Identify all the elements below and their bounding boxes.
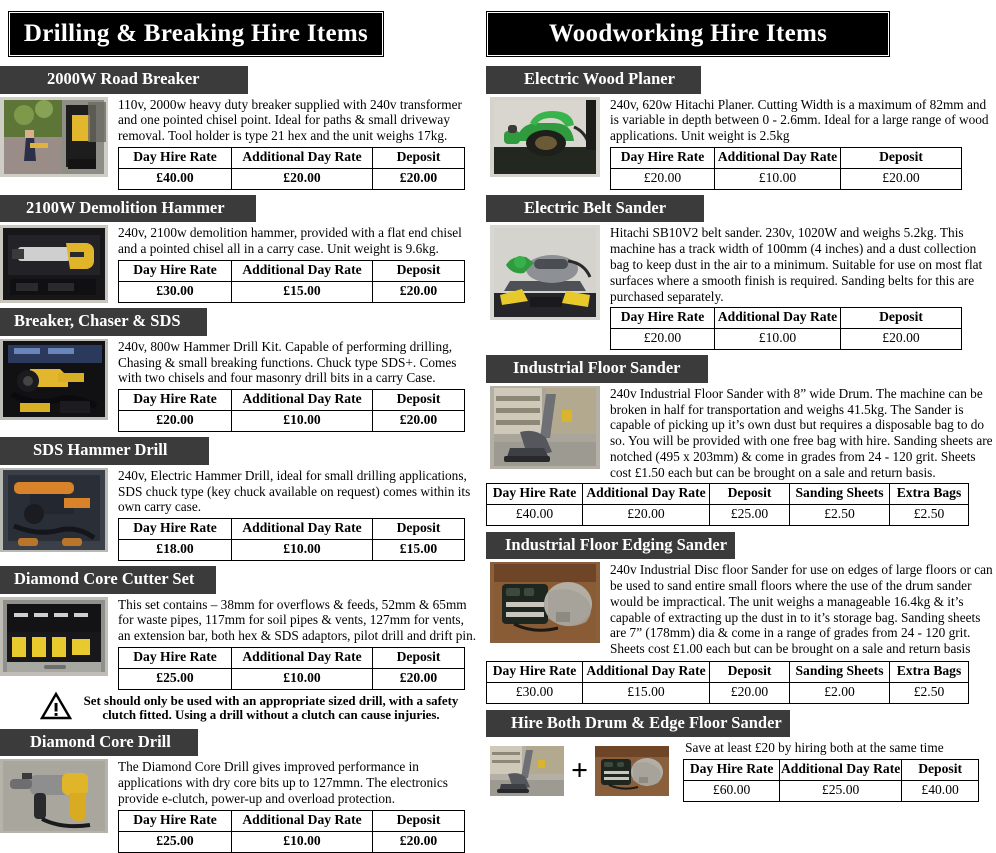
cell-additional-rate: £25.00 <box>780 781 902 802</box>
item-hire-both-sanders <box>478 710 996 802</box>
col-header: Day Hire Rate <box>119 390 232 411</box>
warning-text: Set should only be used with an appropriate sized drill, with a safety clutch fitted. Using a drill without a clutch can cause injuries. <box>83 693 459 723</box>
item-description: 240v, Electric Hammer Drill, ideal for small drilling applications, SDS chuck type (key chuck available on request) comes within its own carry case. <box>118 467 471 515</box>
cell-extra-bags: £2.50 <box>890 504 969 525</box>
item-title: Industrial Floor Sander <box>513 358 681 378</box>
table-header-row <box>119 810 465 831</box>
col-header: Sanding Sheets <box>790 483 890 504</box>
item-title: 2000W Road Breaker <box>47 69 200 88</box>
table-row <box>487 504 969 525</box>
item-sds-hammer-drill <box>0 437 478 561</box>
item-description: Hitachi SB10V2 belt sander. 230v, 1020W and weighs 5.2kg. This machine has a track width of 100mm (4 inches) and a dust collection bag to keep dust in the air to a minimum. Suitable for use on most flat surfaces where a smooth finish is required. Sanding belts for this are purchased separately. <box>610 225 983 304</box>
cell-deposit: £20.00 <box>710 682 790 703</box>
item-thumbnail <box>0 759 108 833</box>
cell-sanding-sheets: £2.00 <box>790 682 890 703</box>
table-row <box>119 411 465 432</box>
rates-table <box>610 147 962 190</box>
table-header-row <box>487 483 969 504</box>
col-header: Additional Day Rate <box>583 661 710 682</box>
col-header: Day Hire Rate <box>611 308 715 329</box>
cell-sanding-sheets: £2.50 <box>790 504 890 525</box>
table-row <box>119 540 465 561</box>
rates-table <box>486 483 969 526</box>
rates-table <box>118 389 465 432</box>
item-industrial-floor-edging-sander <box>478 532 996 704</box>
item-details <box>600 562 996 657</box>
col-header: Deposit <box>373 810 465 831</box>
col-header: Additional Day Rate <box>232 260 373 281</box>
col-header: Additional Day Rate <box>232 390 373 411</box>
col-header: Day Hire Rate <box>119 519 232 540</box>
cell-day-rate: £60.00 <box>684 781 780 802</box>
cell-day-rate: £40.00 <box>487 504 583 525</box>
item-title: Electric Wood Planer <box>524 69 675 88</box>
table-header-row <box>487 661 969 682</box>
item-details <box>108 759 478 852</box>
industrial-floor-edging-sander-photo <box>490 562 600 643</box>
item-details <box>669 740 996 802</box>
cell-day-rate: £20.00 <box>611 329 715 350</box>
rates-table <box>118 260 465 303</box>
item-electric-wood-planer <box>478 66 996 190</box>
item-description: 110v, 2000w heavy duty breaker supplied with 240v transformer and one pointed chisel point. Ideal for paths & small driveway removal. Tool holder is type 21 hex and the unit weighs 17kg. <box>118 96 462 144</box>
col-header: Sanding Sheets <box>790 661 890 682</box>
col-header: Deposit <box>902 760 979 781</box>
col-header: Additional Day Rate <box>232 810 373 831</box>
cell-deposit: £20.00 <box>373 411 465 432</box>
demolition-hammer-photo <box>0 225 108 303</box>
item-title-bar <box>486 66 701 94</box>
drum-floor-sander-photo <box>490 746 564 796</box>
col-header: Day Hire Rate <box>684 760 780 781</box>
item-description: 240v, 2100w demolition hammer, provided with a flat end chisel and a pointed chisel all in a carry case. Unit weight is 9.6kg. <box>118 225 462 257</box>
cell-additional-rate: £20.00 <box>583 504 710 525</box>
item-industrial-floor-sander <box>478 355 996 525</box>
item-thumbnail <box>0 597 108 676</box>
item-title-bar <box>0 437 209 465</box>
cell-day-rate: £25.00 <box>119 831 232 852</box>
col-header: Day Hire Rate <box>119 647 232 668</box>
col-header: Extra Bags <box>890 483 969 504</box>
item-title: Diamond Core Drill <box>30 731 171 751</box>
table-header-row <box>119 519 465 540</box>
item-thumbnail <box>0 225 108 303</box>
table-row <box>119 668 465 689</box>
cell-extra-bags: £2.50 <box>890 682 969 703</box>
diamond-core-drill-photo <box>0 759 108 833</box>
col-header: Deposit <box>841 308 962 329</box>
breaker-chaser-sds-photo <box>0 339 108 420</box>
col-header: Additional Day Rate <box>232 647 373 668</box>
cell-deposit: £20.00 <box>373 668 465 689</box>
rates-table <box>118 147 465 190</box>
cell-deposit: £20.00 <box>373 831 465 852</box>
col-header: Additional Day Rate <box>715 147 841 168</box>
item-thumbnail <box>490 562 600 643</box>
cell-additional-rate: £10.00 <box>232 668 373 689</box>
item-title: Industrial Floor Edging Sander <box>505 534 728 554</box>
cell-additional-rate: £10.00 <box>715 168 841 189</box>
rates-table <box>486 661 969 704</box>
col-header: Deposit <box>841 147 962 168</box>
save-note: Save at least £20 by hiring both at the same time <box>685 740 944 756</box>
item-title: SDS Hammer Drill <box>33 440 168 460</box>
rates-table <box>118 810 465 853</box>
col-header: Deposit <box>373 147 465 168</box>
col-header: Extra Bags <box>890 661 969 682</box>
item-description: 240v Industrial Disc floor Sander for use on edges of large floors or can be used to sand entire small floors where the use of the drum sander would be impractical. The unit weighs a manageable 16.4kg & it’s capable of extracting up the dust in to it’s storage bag. Sanding sheets are 7” (178mm) dia & come in a range of grades from 24 - 120 grit. Sheets cost £1.00 each but can be brought on a sale and return basis <box>610 562 993 657</box>
rates-table <box>683 759 979 802</box>
table-header-row <box>119 390 465 411</box>
left-column <box>0 0 478 848</box>
cell-day-rate: £20.00 <box>611 168 715 189</box>
item-title: Electric Belt Sander <box>524 197 667 217</box>
cell-additional-rate: £10.00 <box>232 540 373 561</box>
cell-day-rate: £30.00 <box>487 682 583 703</box>
cell-deposit: £20.00 <box>841 329 962 350</box>
item-thumbnail <box>490 225 600 320</box>
cell-deposit: £25.00 <box>710 504 790 525</box>
col-header: Additional Day Rate <box>583 483 710 504</box>
item-demolition-hammer <box>0 195 478 304</box>
road-breaker-photo <box>0 97 108 177</box>
col-header: Additional Day Rate <box>780 760 902 781</box>
item-title-bar <box>486 355 708 383</box>
item-title: 2100W Demolition Hammer <box>26 197 225 217</box>
warning-triangle-icon <box>40 692 72 725</box>
table-header-row <box>611 308 962 329</box>
item-electric-belt-sander <box>478 195 996 350</box>
item-title: Hire Both Drum & Edge Floor Sander <box>511 712 782 732</box>
item-details <box>108 468 478 561</box>
col-header: Day Hire Rate <box>119 810 232 831</box>
cell-deposit: £20.00 <box>373 281 465 302</box>
item-title: Breaker, Chaser & SDS <box>14 311 181 331</box>
cell-additional-rate: £20.00 <box>232 168 373 189</box>
edge-floor-sander-photo <box>595 746 669 796</box>
cell-day-rate: £30.00 <box>119 281 232 302</box>
cell-deposit: £20.00 <box>841 168 962 189</box>
table-row <box>611 168 962 189</box>
cell-additional-rate: £10.00 <box>715 329 841 350</box>
item-title-bar <box>486 710 790 738</box>
item-details <box>600 97 996 190</box>
col-header: Day Hire Rate <box>119 147 232 168</box>
col-header: Deposit <box>373 260 465 281</box>
col-header: Deposit <box>373 519 465 540</box>
safety-warning <box>0 692 478 725</box>
table-row <box>611 329 962 350</box>
sds-hammer-drill-photo <box>0 468 108 552</box>
col-header: Deposit <box>373 390 465 411</box>
cell-deposit: £15.00 <box>373 540 465 561</box>
item-title-bar <box>0 566 216 594</box>
item-thumbnail <box>0 468 108 552</box>
item-thumbnail <box>490 386 600 469</box>
rates-table <box>118 647 465 690</box>
cell-additional-rate: £10.00 <box>232 411 373 432</box>
electric-wood-planer-photo <box>490 97 600 177</box>
cell-additional-rate: £15.00 <box>583 682 710 703</box>
item-description: This set contains – 38mm for overflows & feeds, 52mm & 65mm for waste pipes, 117mm for soil pipes & vents, 127mm for vents, an extension bar, both hex & SDS adaptors, pilot drill and drift pin. <box>118 596 477 644</box>
col-header: Day Hire Rate <box>119 260 232 281</box>
section-banner-woodworking: Woodworking Hire Items <box>486 11 890 57</box>
item-diamond-core-cutter-set <box>0 566 478 725</box>
combo-thumbnails <box>490 746 669 796</box>
table-header-row <box>119 260 465 281</box>
item-title-bar <box>486 195 704 223</box>
item-road-breaker <box>0 66 478 190</box>
item-description: 240v, 620w Hitachi Planer. Cutting Width is a maximum of 82mm and is variable in depth between 0 - 2.6mm. Ideal for a large range of wood applications. Unit weight is 2.5kg <box>610 96 989 144</box>
table-header-row <box>119 647 465 668</box>
cell-deposit: £40.00 <box>902 781 979 802</box>
electric-belt-sander-photo <box>490 225 600 320</box>
col-header: Additional Day Rate <box>232 147 373 168</box>
item-details <box>600 225 996 350</box>
cell-deposit: £20.00 <box>373 168 465 189</box>
item-title-bar <box>486 532 735 560</box>
item-details <box>600 386 996 481</box>
table-row <box>119 831 465 852</box>
item-title-bar <box>0 66 248 94</box>
col-header: Deposit <box>373 647 465 668</box>
item-description: 240v, 800w Hammer Drill Kit. Capable of performing drilling, Chasing & small breaking functions. Chuck type SDS+. Comes with two chisels and four masonry drill bits in a carry Case. <box>118 338 457 386</box>
table-row <box>119 281 465 302</box>
col-header: Additional Day Rate <box>232 519 373 540</box>
cell-day-rate: £18.00 <box>119 540 232 561</box>
item-title-bar <box>0 729 198 757</box>
right-column <box>478 0 996 798</box>
item-title-bar <box>0 308 207 336</box>
rates-table <box>610 307 962 350</box>
col-header: Day Hire Rate <box>487 483 583 504</box>
industrial-floor-sander-photo <box>490 386 600 469</box>
item-title-bar <box>0 195 256 223</box>
item-title: Diamond Core Cutter Set <box>14 569 195 589</box>
col-header: Day Hire Rate <box>487 661 583 682</box>
item-details <box>108 97 478 190</box>
item-thumbnail <box>0 97 108 177</box>
item-breaker-chaser-sds <box>0 308 478 432</box>
item-description: The Diamond Core Drill gives improved performance in applications with dry core bits up to 127mmn. The electronics provide e-clutch, power-up and overload protection. <box>118 759 448 806</box>
table-row <box>119 168 465 189</box>
table-header-row <box>684 760 979 781</box>
item-thumbnail <box>0 339 108 420</box>
item-description: 240v Industrial Floor Sander with 8” wide Drum. The machine can be broken in half for transportation and weighs 41.5kg. The Sander is capable of picking up it’s own dust but requires a disposable bag to do so. You will be provided with one free bag with hire. Sanding sheets are notched (495 x 203mm) & come in grades from 24 - 120 grit. Sheets cost £1.50 each but can be brought on a sale and return basis. <box>610 385 993 480</box>
cell-additional-rate: £15.00 <box>232 281 373 302</box>
item-details <box>108 225 478 303</box>
item-diamond-core-drill <box>0 729 478 853</box>
table-row <box>487 682 969 703</box>
section-banner-drilling: Drilling & Breaking Hire Items <box>8 11 384 57</box>
table-header-row <box>611 147 962 168</box>
cell-day-rate: £40.00 <box>119 168 232 189</box>
cell-day-rate: £20.00 <box>119 411 232 432</box>
col-header: Additional Day Rate <box>715 308 841 329</box>
table-header-row <box>119 147 465 168</box>
rates-table <box>118 518 465 561</box>
table-row <box>684 781 979 802</box>
cell-additional-rate: £10.00 <box>232 831 373 852</box>
col-header: Day Hire Rate <box>611 147 715 168</box>
col-header: Deposit <box>710 661 790 682</box>
cell-day-rate: £25.00 <box>119 668 232 689</box>
plus-symbol: + <box>571 754 589 788</box>
diamond-core-cutter-set-photo <box>0 597 108 676</box>
item-details <box>108 339 478 432</box>
item-details <box>108 597 478 690</box>
item-thumbnail <box>490 97 600 177</box>
col-header: Deposit <box>710 483 790 504</box>
